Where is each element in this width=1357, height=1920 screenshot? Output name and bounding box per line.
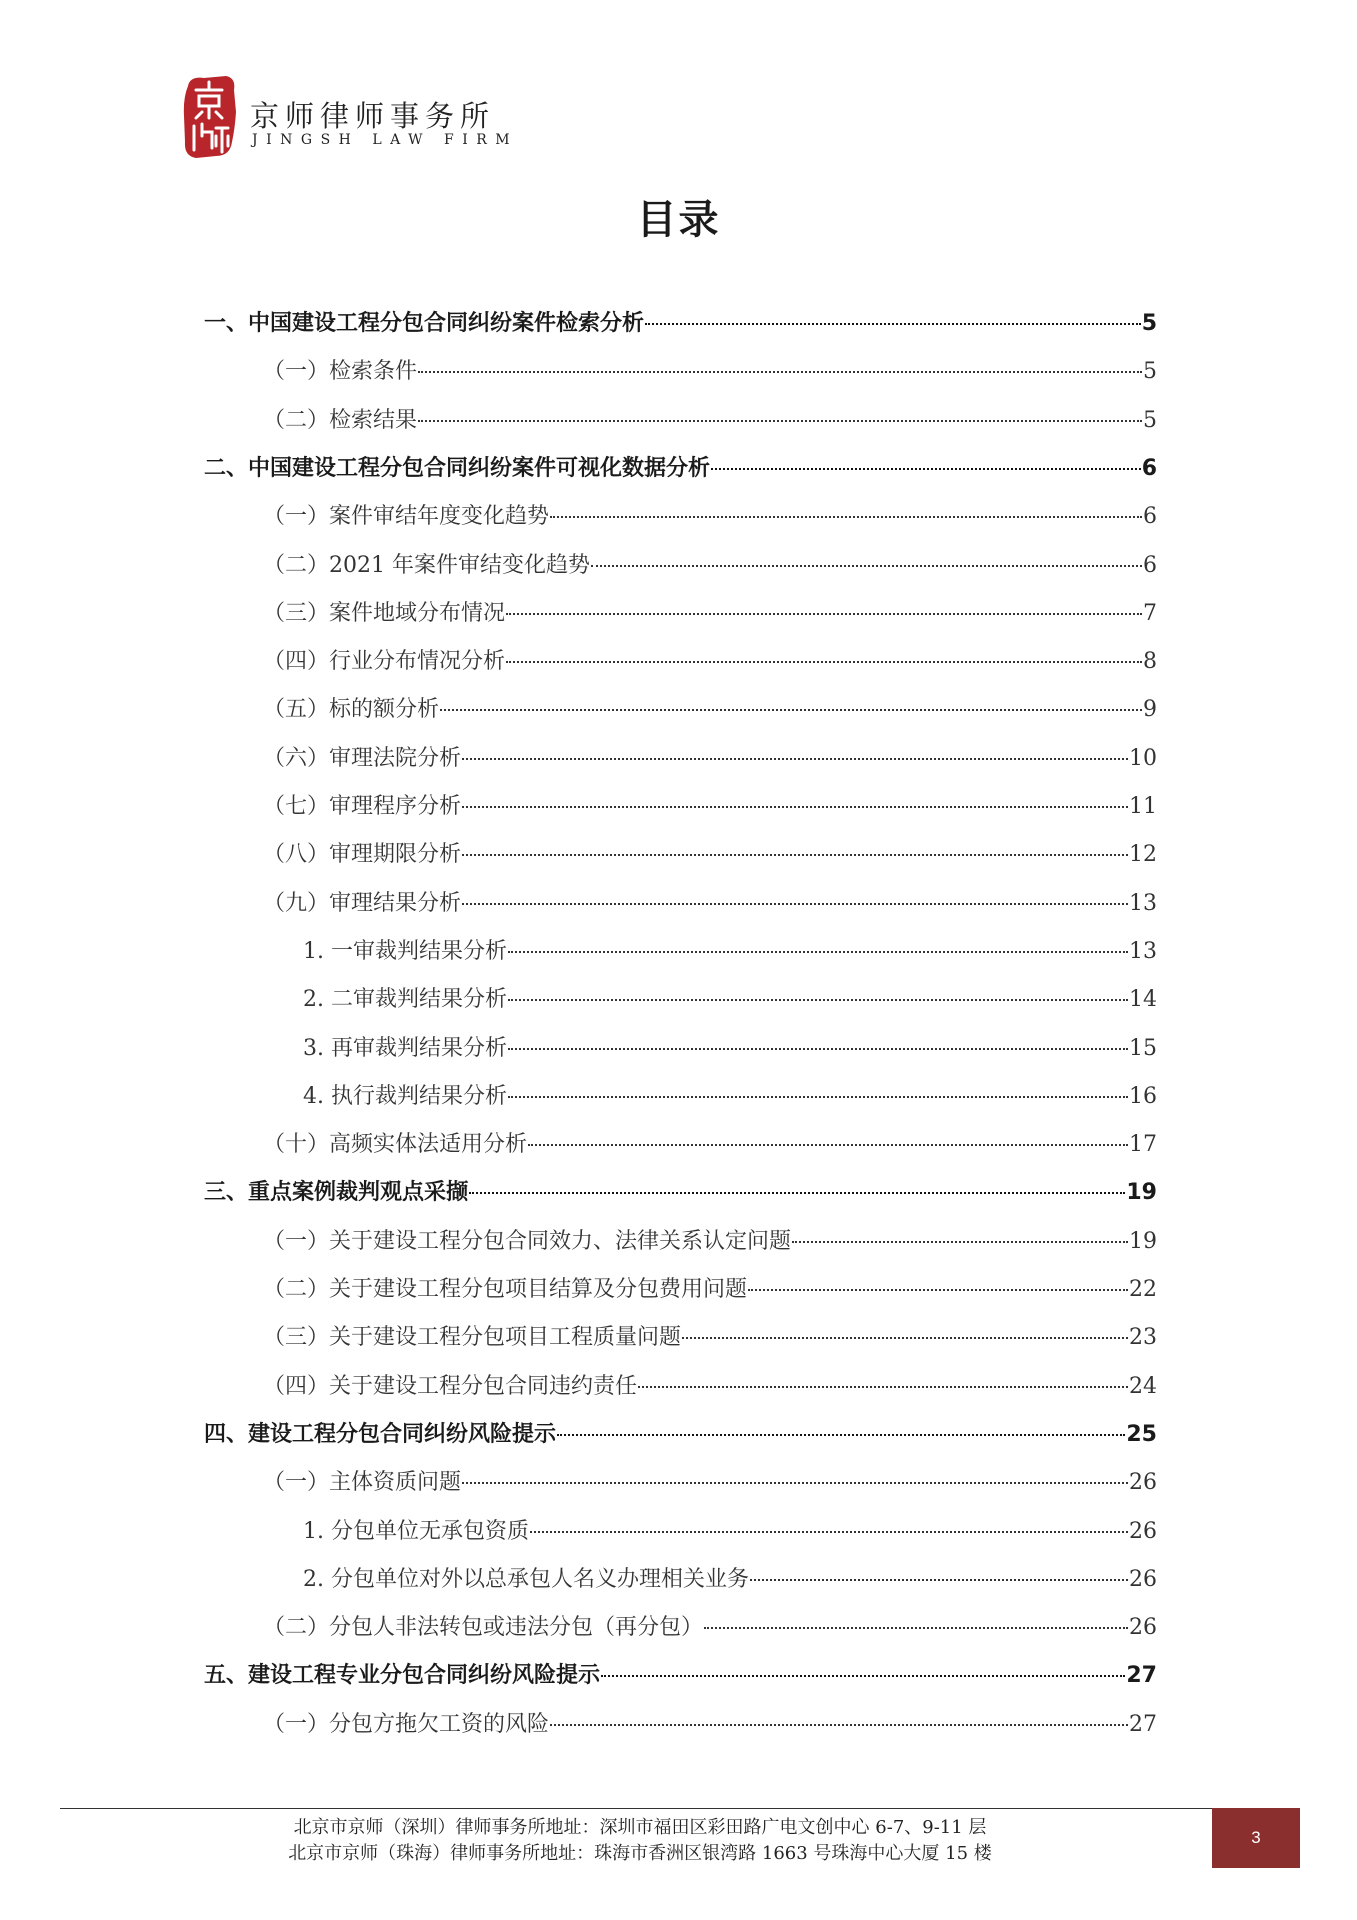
toc-leader-dots	[748, 1289, 1128, 1291]
toc-entry-page: 27	[1129, 1711, 1157, 1737]
toc-entry-page: 26	[1129, 1518, 1157, 1544]
toc-entry-page: 5	[1143, 359, 1157, 385]
toc-entry-label: （一）主体资质问题	[263, 1470, 462, 1496]
toc-entry-label: （三）关于建设工程分包项目工程质量问题	[263, 1325, 682, 1351]
toc-entry-page: 5	[1141, 311, 1157, 336]
toc-leader-dots	[601, 1675, 1125, 1677]
toc-leader-dots	[462, 854, 1128, 856]
toc-leader-dots	[638, 1386, 1128, 1388]
toc-entry-page: 19	[1129, 1228, 1157, 1254]
toc-entry-page: 11	[1129, 794, 1157, 819]
toc-entry[interactable]	[303, 1079, 1157, 1113]
toc-leader-dots	[462, 1482, 1128, 1484]
toc-entry[interactable]	[263, 354, 1157, 388]
toc-entry-label: （二）关于建设工程分包项目结算及分包费用问题	[263, 1277, 748, 1302]
toc-entry-label: （九）审理结果分析	[263, 890, 462, 916]
toc-entry[interactable]	[263, 596, 1157, 630]
toc-entry[interactable]	[263, 1224, 1157, 1258]
toc-entry-page: 19	[1126, 1180, 1157, 1206]
toc-entry-page: 15	[1129, 1035, 1157, 1061]
toc-entry-page: 13	[1129, 938, 1157, 964]
page-number: 3	[1212, 1808, 1300, 1868]
toc-entry[interactable]	[263, 499, 1157, 533]
toc-entry-page: 5	[1143, 407, 1157, 433]
toc-entry-page: 22	[1129, 1277, 1157, 1302]
toc-entry-label: （四）关于建设工程分包合同违约责任	[263, 1373, 638, 1399]
toc-leader-dots	[508, 999, 1128, 1001]
toc-leader-dots	[711, 468, 1141, 470]
toc-entry-label: （八）审理期限分析	[263, 842, 462, 868]
footer-divider	[60, 1808, 1220, 1809]
toc-entry-label: （一）案件审结年度变化趋势	[263, 504, 550, 530]
toc-entry[interactable]	[263, 1272, 1157, 1306]
toc-entry-label: （一）分包方拖欠工资的风险	[263, 1711, 550, 1737]
brand-name-en: JINGSH LAW FIRM	[252, 132, 519, 148]
toc-entry-page: 12	[1129, 842, 1157, 868]
toc-entry[interactable]	[263, 1465, 1157, 1499]
toc-leader-dots	[508, 1048, 1128, 1050]
toc-entry[interactable]	[263, 403, 1157, 437]
toc-entry-label: （三）案件地域分布情况	[263, 600, 506, 626]
toc-entry[interactable]	[204, 1175, 1157, 1209]
toc-entry[interactable]	[263, 1369, 1157, 1403]
toc-entry[interactable]	[303, 934, 1157, 968]
toc-entry[interactable]	[263, 1610, 1157, 1644]
toc-entry[interactable]	[263, 548, 1157, 582]
toc-entry[interactable]	[204, 1417, 1157, 1451]
toc-entry[interactable]	[263, 644, 1157, 678]
toc-entry-label: （六）审理法院分析	[263, 745, 462, 771]
toc-entry-page: 25	[1126, 1421, 1157, 1447]
toc-entry[interactable]	[263, 886, 1157, 920]
toc-entry[interactable]	[204, 1658, 1157, 1692]
toc-leader-dots	[750, 1579, 1128, 1581]
toc-entry-page: 7	[1143, 600, 1157, 626]
toc-entry[interactable]	[303, 1562, 1157, 1596]
toc-entry-page: 10	[1129, 745, 1157, 771]
toc-entry[interactable]	[204, 451, 1157, 485]
toc-entry[interactable]	[303, 982, 1157, 1016]
toc-leader-dots	[462, 758, 1128, 760]
toc-leader-dots	[557, 1434, 1125, 1436]
toc-entry-page: 24	[1129, 1373, 1157, 1399]
toc-entry-label: （二）2021 年案件审结变化趋势	[263, 552, 590, 578]
toc-entry-label: 1. 一审裁判结果分析	[303, 938, 507, 964]
toc-entry-page: 6	[1141, 455, 1157, 481]
toc-entry[interactable]	[263, 1707, 1157, 1741]
toc-entry[interactable]	[204, 306, 1157, 340]
toc-entry[interactable]	[263, 741, 1157, 775]
toc-entry-label: （七）审理程序分析	[263, 794, 462, 819]
toc-entry-label: 1. 分包单位无承包资质	[303, 1518, 529, 1544]
toc-entry-page: 14	[1129, 987, 1157, 1013]
toc-leader-dots	[462, 903, 1128, 905]
toc-entry-page: 6	[1143, 552, 1157, 578]
toc-entry-label: 五、建设工程专业分包合同纠纷风险提示	[204, 1663, 601, 1689]
toc-entry-label: 三、重点案例裁判观点采撷	[204, 1180, 469, 1206]
toc-entry-label: 3. 再审裁判结果分析	[303, 1035, 507, 1061]
toc-leader-dots	[645, 323, 1141, 325]
toc-entry-page: 23	[1129, 1325, 1157, 1351]
toc-entry-page: 27	[1126, 1663, 1157, 1689]
toc-entry-label: （五）标的额分析	[263, 697, 440, 723]
toc-entry-label: （四）行业分布情况分析	[263, 649, 506, 675]
page-title: 目录	[636, 197, 721, 243]
toc-leader-dots	[550, 516, 1142, 518]
toc-entry[interactable]	[263, 1127, 1157, 1161]
toc-entry-label: 二、中国建设工程分包合同纠纷案件可视化数据分析	[204, 455, 711, 481]
toc-leader-dots	[704, 1627, 1128, 1629]
toc-leader-dots	[508, 951, 1128, 953]
toc-entry-page: 13	[1129, 890, 1157, 916]
toc-entry-page: 8	[1143, 649, 1157, 675]
toc-entry-page: 26	[1129, 1470, 1157, 1496]
footer-address-shenzhen: 北京市京师（深圳）律师事务所地址：深圳市福田区彩田路广电文创中心 6-7、9-11 层	[293, 1817, 987, 1838]
toc-entry-page: 26	[1129, 1615, 1157, 1641]
footer-address	[60, 1815, 1220, 1867]
toc-entry-page: 6	[1143, 504, 1157, 530]
toc-entry-label: 2. 二审裁判结果分析	[303, 987, 507, 1013]
toc-leader-dots	[462, 806, 1128, 808]
toc-leader-dots	[682, 1337, 1128, 1339]
toc-entry-label: 四、建设工程分包合同纠纷风险提示	[204, 1421, 557, 1447]
footer-address-zhuhai: 北京市京师（珠海）律师事务所地址：珠海市香洲区银湾路 1663 号珠海中心大厦 15 楼	[288, 1843, 992, 1864]
toc-leader-dots	[440, 709, 1142, 711]
firm-logo-seal	[180, 72, 238, 160]
toc-leader-dots	[469, 1192, 1125, 1194]
toc-leader-dots	[530, 1531, 1128, 1533]
toc-entry-label: （一）检索条件	[263, 359, 418, 385]
toc-entry-label: （二）检索结果	[263, 407, 418, 433]
toc-entry-page: 17	[1129, 1132, 1157, 1158]
toc-leader-dots	[792, 1241, 1128, 1243]
toc-entry-label: 2. 分包单位对外以总承包人名义办理相关业务	[303, 1566, 749, 1592]
toc-entry-label: 4. 执行裁判结果分析	[303, 1083, 507, 1109]
toc-leader-dots	[506, 661, 1142, 663]
toc-leader-dots	[506, 613, 1142, 615]
toc-entry-page: 9	[1143, 697, 1157, 723]
toc-entry[interactable]	[263, 837, 1157, 871]
toc-entry[interactable]	[263, 789, 1157, 823]
toc-entry[interactable]	[303, 1031, 1157, 1065]
toc-leader-dots	[508, 1096, 1128, 1098]
toc-entry-label: （二）分包人非法转包或违法分包（再分包）	[263, 1615, 704, 1641]
toc-leader-dots	[591, 565, 1142, 567]
toc-entry[interactable]	[263, 692, 1157, 726]
toc-entry-page: 16	[1129, 1083, 1157, 1109]
toc-leader-dots	[528, 1144, 1128, 1146]
toc-entry-label: 一、中国建设工程分包合同纠纷案件检索分析	[204, 311, 645, 336]
brand-name-cn: 京师律师事务所	[250, 99, 496, 133]
toc-entry-label: （一）关于建设工程分包合同效力、法律关系认定问题	[263, 1228, 792, 1254]
toc-entry[interactable]	[263, 1320, 1157, 1354]
toc-entry[interactable]	[303, 1514, 1157, 1548]
toc-leader-dots	[418, 420, 1142, 422]
toc-entry-label: （十）高频实体法适用分析	[263, 1132, 528, 1158]
toc-entry-page: 26	[1129, 1566, 1157, 1592]
toc-leader-dots	[550, 1724, 1128, 1726]
toc-leader-dots	[418, 371, 1142, 373]
